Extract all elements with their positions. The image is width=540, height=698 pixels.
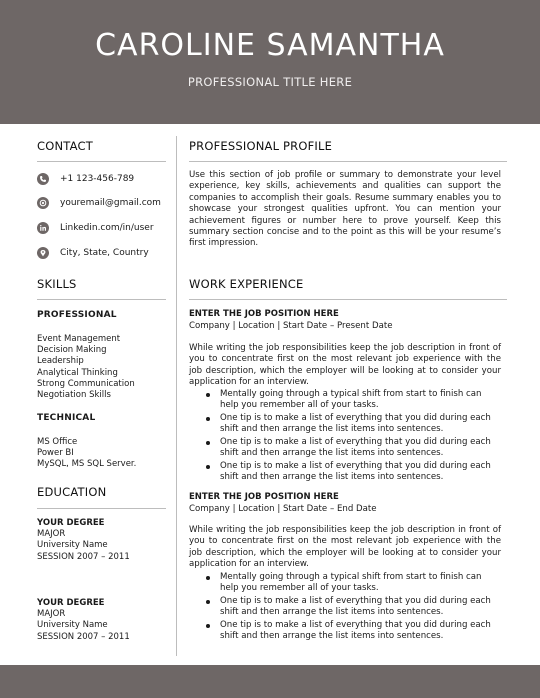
university-name: University Name (37, 540, 108, 551)
job-position: ENTER THE JOB POSITION HERE (189, 492, 339, 502)
phone-icon (37, 173, 49, 185)
linkedin-text[interactable]: Linkedin.com/in/user (60, 223, 154, 233)
email-icon (37, 197, 49, 209)
degree-title: YOUR DEGREE (37, 518, 105, 528)
university-name: University Name (37, 620, 108, 631)
list-item: MySQL, MS SQL Server. (37, 459, 137, 470)
job-description: While writing the job responsibilities keep the job description in front of you to concentrate first on the most relevant job experience with the job description, which the employer will be looking at to consider your application for an interview. (189, 343, 501, 388)
work-divider (189, 299, 507, 300)
location-icon (37, 247, 49, 259)
list-item: MS Office (37, 437, 78, 447)
professional-skills-heading: PROFESSIONAL (37, 310, 117, 320)
phone-text: +1 123-456-789 (60, 174, 135, 184)
linkedin-icon (37, 222, 49, 234)
list-item: Decision Making (37, 345, 107, 356)
degree-major: MAJOR (37, 529, 66, 540)
list-item: Leadership (37, 356, 84, 367)
location-text: City, State, Country (60, 248, 149, 258)
candidate-name: CAROLINE SAMANTHA (95, 28, 445, 63)
work-heading: WORK EXPERIENCE (189, 277, 304, 291)
contact-heading: CONTACT (37, 139, 93, 153)
resume-footer (0, 665, 540, 698)
profile-heading: PROFESSIONAL PROFILE (189, 139, 333, 153)
contact-phone (37, 173, 134, 185)
list-item: Strong Communication (37, 378, 135, 389)
degree-title: YOUR DEGREE (37, 598, 105, 608)
education-divider (37, 508, 166, 509)
profile-divider (189, 161, 507, 162)
skills-divider (37, 299, 166, 300)
contact-divider (37, 161, 166, 162)
technical-skills-heading: TECHNICAL (37, 413, 96, 423)
session-years: SESSION 2007 – 2011 (37, 631, 130, 642)
list-item: Power BI (37, 448, 74, 459)
list-item: Event Management (37, 334, 121, 344)
profile-summary: Use this section of job profile or summary to demonstrate your level experience, key skills, achievements and qualities can support the companies to accomplish their goals. Resume summary enables you to showcase your strongest qualities upfront. You can mention your achievement figures or number here to prove yourself. Keep this summary section concise and to the point as this will be your resume’s first impression. (189, 170, 501, 249)
list-item: One tip is to make a list of everything that you did during each shift and then arrange the list items into sentences. (189, 437, 501, 460)
job-description: While writing the job responsibilities keep the job description in front of you to concentrate first on the most relevant job experience with the job description, which the employer will be looking at to consider your application for an interview. (189, 525, 501, 570)
job-bullets (189, 572, 501, 644)
list-item: Analytical Thinking (37, 367, 118, 378)
contact-linkedin (37, 222, 154, 234)
list-item: Mentally going through a typical shift from start to finish can help you remember all of your tasks. (189, 572, 501, 595)
technical-skills-list (37, 437, 136, 471)
professional-skills-list (37, 334, 135, 401)
job-meta: Company | Location | Start Date – End Date (189, 504, 377, 514)
job-meta: Company | Location | Start Date – Present Date (189, 321, 393, 331)
education-entry (37, 518, 130, 563)
list-item: Negotiation Skills (37, 390, 111, 401)
professional-title: PROFESSIONAL TITLE HERE (187, 75, 353, 89)
skills-heading: SKILLS (37, 277, 77, 291)
resume-header (0, 0, 540, 124)
education-entry (37, 598, 130, 643)
list-item: One tip is to make a list of everything that you did during each shift and then arrange the list items into sentences. (189, 596, 501, 619)
list-item: One tip is to make a list of everything that you did during each shift and then arrange the list items into sentences. (189, 461, 501, 484)
session-years: SESSION 2007 – 2011 (37, 551, 130, 562)
contact-location (37, 247, 149, 259)
education-heading: EDUCATION (37, 485, 107, 499)
degree-major: MAJOR (37, 609, 66, 620)
list-item: One tip is to make a list of everything that you did during each shift and then arrange the list items into sentences. (189, 413, 501, 436)
list-item: Mentally going through a typical shift from start to finish can help you remember all of your tasks. (189, 389, 501, 412)
job-bullets (189, 389, 501, 485)
contact-email (37, 197, 161, 209)
list-item: One tip is to make a list of everything that you did during each shift and then arrange the list items into sentences. (189, 620, 501, 643)
job-position: ENTER THE JOB POSITION HERE (189, 309, 339, 319)
email-text[interactable]: youremail@gmail.com (60, 198, 161, 208)
column-divider (176, 136, 177, 656)
